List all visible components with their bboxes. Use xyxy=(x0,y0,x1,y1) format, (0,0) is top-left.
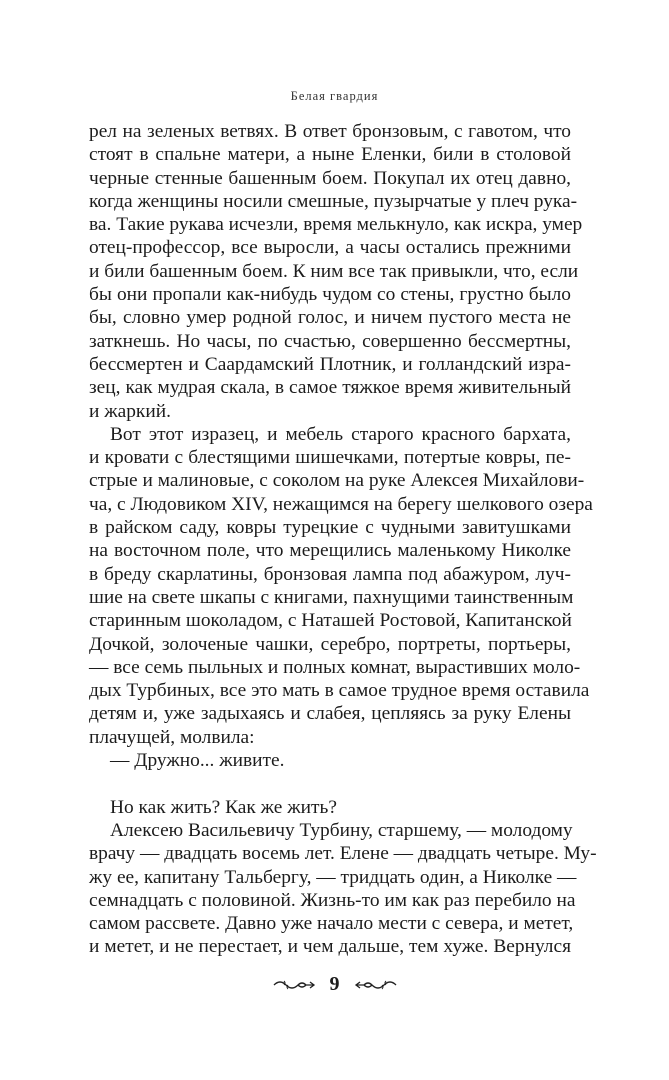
text-line: и кровати с блестящими шишечками, потертые ковры, пе- xyxy=(89,447,571,469)
running-head: Белая гвардия xyxy=(290,89,379,103)
text-line: самом рассвете. Давно уже начало мести с севера, и метет, xyxy=(89,913,574,935)
text-line: на восточном поле, что мерещились маленькому Николке xyxy=(89,540,571,562)
text-line: зец, как мудрая скала, в самое тяжкое время живительный xyxy=(89,377,571,399)
text-line: и жаркий. xyxy=(89,400,171,422)
text-line: в райском саду, ковры турецкие с чудными завитушками xyxy=(89,517,571,539)
text-line: — Дружно... живите. xyxy=(110,750,285,772)
text-line: ча, с Людовиком XIV, нежащимся на берегу шелкового озера xyxy=(89,493,593,515)
text-line: стрые и малиновые, с соколом на руке Алексея Михайлови- xyxy=(89,470,585,492)
text-line: бессмертен и Саардамский Плотник, и голландский изра- xyxy=(89,353,571,375)
text-line: бы они пропали как-нибудь чудом со стены, грустно было xyxy=(89,284,571,306)
text-line: детям и, уже задыхаясь и слабея, цепляясь за руку Елены xyxy=(89,703,571,725)
text-line: Алексею Васильевичу Турбину, старшему, — молодому xyxy=(110,819,573,841)
text-line: отец-профессор, все выросли, а часы остались прежними xyxy=(89,237,571,259)
text-line: Дочкой, золоченые чашки, серебро, портреты, портьеры, xyxy=(89,633,571,655)
text-line: когда женщины носили смешные, пузырчатые у плеч рука- xyxy=(89,190,578,212)
text-line: плачущей, молвила: xyxy=(89,726,255,748)
text-line: ва. Такие рукава исчезли, время мелькнуло, как искра, умер xyxy=(89,214,583,236)
body-text xyxy=(89,120,597,959)
text-line: жу ее, капитану Тальбергу, — тридцать один, а Николке — xyxy=(89,866,577,888)
text-line: в бреду скарлатины, бронзовая лампа под абажуром, луч- xyxy=(89,563,571,585)
text-line: — все семь пыльных и полных комнат, вырастивших моло- xyxy=(89,656,581,678)
text-line: шие на свете шкапы с книгами, пахнущими таинственным xyxy=(89,586,574,608)
text-line: Вот этот изразец, и мебель старого красного бархата, xyxy=(110,423,571,445)
text-line: семнадцать с половиной. Жизнь-то им как раз перебило на xyxy=(89,889,576,911)
text-line: заткнешь. Но часы, по счастью, совершенно бессмертны, xyxy=(89,330,571,352)
text-line: врачу — двадцать восемь лет. Елене — двадцать четыре. Му- xyxy=(89,843,597,865)
folio xyxy=(0,973,669,996)
text-line: Но как жить? Как же жить? xyxy=(110,796,337,818)
paragraph-spacer xyxy=(89,772,571,795)
text-line: черные стенные башенным боем. Покупал их отец давно, xyxy=(89,167,571,189)
text-line: бы, словно умер родной голос, и ничем пустого места не xyxy=(89,307,571,329)
text-line: и метет, и не перестает, и чем дальше, тем хуже. Вернулся xyxy=(89,936,571,958)
page-number: 9 xyxy=(329,973,340,995)
flourish-left-icon xyxy=(272,978,316,992)
text-line: рел на зеленых ветвях. В ответ бронзовым, с гавотом, что xyxy=(89,121,571,142)
text-line: дых Турбиных, все это мать в самое трудное время оставила xyxy=(89,680,590,702)
text-line: стоят в спальне матери, а ныне Еленки, били в столовой xyxy=(89,144,571,166)
text-line: старинным шоколадом, с Наташей Ростовой, Капитанской xyxy=(89,610,572,632)
flourish-right-icon xyxy=(354,978,398,992)
text-line: и били башенным боем. К ним все так привыкли, что, если xyxy=(89,260,579,282)
